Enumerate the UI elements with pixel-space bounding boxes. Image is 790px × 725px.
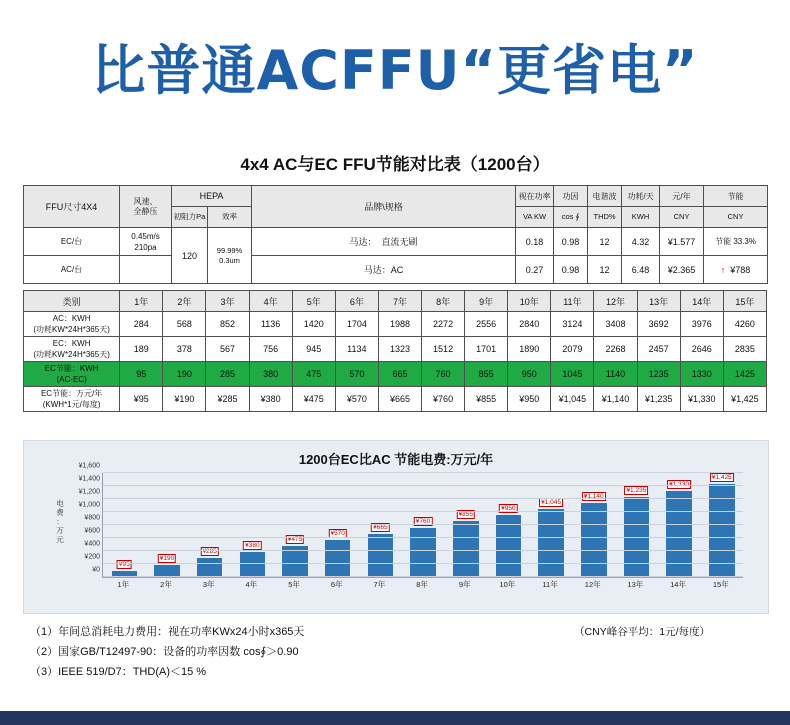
cell-hepa-eff-value: 99.99% 0.3um <box>208 228 252 284</box>
cell-year-7: 7年 <box>378 291 421 312</box>
cell-ec-label: EC/台 <box>24 228 120 256</box>
cell-value: 475 <box>292 362 335 387</box>
cell-ac-power: 6.48 <box>622 256 660 284</box>
cell-yuan-unit: CNY <box>660 207 704 228</box>
chart-bar-group <box>615 473 658 577</box>
cell-value: 568 <box>163 312 206 337</box>
note-line-2: （2）国家GB/T12497‐90：设备的功率因数 cos∮＞0.90 <box>30 646 299 658</box>
chart-data-label: ¥950 <box>501 505 516 513</box>
cell-value: ¥95 <box>120 387 163 412</box>
up-arrow-icon: ↑ <box>720 264 726 275</box>
cell-value: 1704 <box>335 312 378 337</box>
cell-value: 1140 <box>594 362 637 387</box>
cell-value: 95 <box>120 362 163 387</box>
chart-bar-group <box>700 473 743 577</box>
cell-value: 570 <box>335 362 378 387</box>
cell-value: 1235 <box>637 362 680 387</box>
cell-ec-thd: 12 <box>588 228 622 256</box>
chart-data-label: ¥1,235 <box>626 486 647 494</box>
cell-row-label: AC：KWH (功耗KW*24H*365天) <box>24 312 120 337</box>
chart-y-tick: ¥1,600 <box>78 462 100 470</box>
cell-value: 2272 <box>422 312 465 337</box>
cell-row-label: EC节能：KWH (AC-EC) <box>24 362 120 387</box>
note-line-1: （1）年间总消耗电力费用：视在功率KWx24小时x365天 （CNY峰谷平均：1元/每度） <box>30 622 770 642</box>
cell-ac-yuan: ¥2.365 <box>660 256 704 284</box>
chart-x-tick: 8年 <box>416 580 428 589</box>
cell-year-9: 9年 <box>465 291 508 312</box>
cell-year-13: 13年 <box>637 291 680 312</box>
chart-x-tick: 3年 <box>202 580 215 589</box>
cell-wind-blank <box>120 256 172 284</box>
cell-value: 1330 <box>680 362 723 387</box>
chart-x-tick: 4年 <box>245 580 258 589</box>
cell-value: 1420 <box>292 312 335 337</box>
cell-hepa-res: 初阻力Pa <box>172 207 208 228</box>
chart-y-tick: ¥1,400 <box>78 475 100 483</box>
cell-row-label: EC：KWH (功耗KW*24H*365天) <box>24 337 120 362</box>
chart-bar <box>368 523 394 577</box>
chart-title: 1200台EC比AC 节能电费:万元/年 <box>298 452 494 467</box>
cell-apparent-unit: VA KW <box>516 207 554 228</box>
cell-value: 2079 <box>551 337 594 362</box>
chart-data-label: ¥760 <box>415 517 431 525</box>
table-row <box>24 337 767 362</box>
cell-value: ¥380 <box>249 387 292 412</box>
chart-gridline <box>92 566 743 577</box>
chart-data-label: ¥1,140 <box>583 492 604 500</box>
cell-thd-unit: THD% <box>588 207 622 228</box>
chart-bar-group <box>530 473 573 577</box>
chart-x-tick: 11年 <box>542 580 558 589</box>
chart-bar <box>197 548 223 577</box>
cell-value: 950 <box>508 362 551 387</box>
cell-value: 3124 <box>551 312 594 337</box>
chart-x-tick: 13年 <box>627 580 644 589</box>
chart-data-label: ¥380 <box>245 542 260 550</box>
chart-bar-group <box>231 473 274 577</box>
chart-x-tick: 6年 <box>330 580 343 589</box>
cell-value: ¥1,045 <box>551 387 594 412</box>
cell-pf: 功因 <box>554 186 588 207</box>
chart-bar-group <box>402 473 445 577</box>
table-row <box>24 387 767 412</box>
chart-data-label: ¥285 <box>202 548 217 556</box>
chart-bar-group <box>444 473 487 577</box>
chart-x-tick: 14年 <box>670 580 686 589</box>
chart-data-label: ¥665 <box>373 523 388 531</box>
table-row <box>24 186 768 207</box>
cell-value: 2840 <box>508 312 551 337</box>
chart-data-label: ¥1,330 <box>669 480 690 488</box>
cell-ec-brand: 马达： 直流无刷 <box>252 228 516 256</box>
chart-x-tick: 7年 <box>373 580 386 589</box>
cell-ec-apparent: 0.18 <box>516 228 554 256</box>
cell-value: 190 <box>163 362 206 387</box>
cell-value: ¥1,330 <box>680 387 723 412</box>
chart-x-tick: 9年 <box>458 580 471 589</box>
chart-bar <box>325 529 351 577</box>
cell-value: 665 <box>378 362 421 387</box>
cell-hepa-res-value: 120 <box>172 228 208 284</box>
chart-gridline <box>78 462 743 473</box>
chart-data-label: ¥475 <box>287 536 303 544</box>
footer-bar <box>0 711 790 725</box>
cell-value: 1988 <box>378 312 421 337</box>
cell-value: ¥760 <box>422 387 465 412</box>
cell-value: 4260 <box>723 312 766 337</box>
table-caption: 4x4 AC与EC FFU节能对比表（1200台） <box>240 155 550 174</box>
cell-value: ¥1,425 <box>723 387 766 412</box>
table-row-ec <box>24 228 768 256</box>
chart-bar-group <box>359 473 402 577</box>
cell-hepa-eff: 效率 <box>208 207 252 228</box>
note-right: （CNY峰谷平均：1元/每度） <box>574 626 710 638</box>
cell-value: 2268 <box>594 337 637 362</box>
cell-value: ¥1,235 <box>637 387 680 412</box>
comparison-table <box>23 185 768 284</box>
chart-bar <box>666 480 692 577</box>
cell-value: 1890 <box>508 337 551 362</box>
cell-power: 功耗/天 <box>622 186 660 207</box>
chart-bar <box>410 517 436 577</box>
notes-block <box>30 622 770 682</box>
cell-year-6: 6年 <box>335 291 378 312</box>
chart-bar-group <box>103 473 146 577</box>
chart-plot-area <box>78 462 743 578</box>
cell-value: 2457 <box>637 337 680 362</box>
cell-value: 3976 <box>680 312 723 337</box>
cell-year-12: 12年 <box>594 291 637 312</box>
cell-year-4: 4年 <box>249 291 292 312</box>
cell-value: 189 <box>120 337 163 362</box>
cell-yuan: 元/年 <box>660 186 704 207</box>
chart-bar <box>240 542 266 577</box>
cell-save-unit: CNY <box>704 207 768 228</box>
chart-y-tick: ¥200 <box>84 553 100 561</box>
cell-ac-brand: 马达：AC <box>252 256 516 284</box>
chart-data-label: ¥570 <box>330 529 345 537</box>
chart-data-label: ¥1,045 <box>541 499 561 507</box>
cell-brand: 品牌\规格 <box>252 186 516 228</box>
chart-y-tick: ¥1,000 <box>78 501 100 509</box>
chart-x-tick: 10年 <box>499 580 516 589</box>
cell-apparent: 视在功率 <box>516 186 554 207</box>
cell-value: 2556 <box>465 312 508 337</box>
cell-ffu-size: FFU尺寸4X4 <box>24 186 120 228</box>
year-table <box>23 290 767 412</box>
cell-value: 380 <box>249 362 292 387</box>
cell-value: 2646 <box>680 337 723 362</box>
cell-value: ¥855 <box>465 387 508 412</box>
chart-container <box>23 440 769 614</box>
cell-ec-power: 4.32 <box>622 228 660 256</box>
cell-wind-value: 0.45m/s 210pa <box>120 228 172 256</box>
chart-bar-group <box>658 473 701 577</box>
cell-year-10: 10年 <box>508 291 551 312</box>
chart-y-tick: ¥400 <box>84 540 100 548</box>
cell-ac-label: AC/台 <box>24 256 120 284</box>
chart-data-label: ¥95 <box>118 560 130 568</box>
chart-data-label: ¥190 <box>159 554 175 562</box>
chart-bar <box>538 499 564 577</box>
chart-y-tick: ¥0 <box>92 566 100 574</box>
cell-value: 1134 <box>335 337 378 362</box>
chart-bar-group <box>188 473 231 577</box>
cell-category: 类别 <box>24 291 120 312</box>
cell-year-8: 8年 <box>422 291 465 312</box>
cell-value: 756 <box>249 337 292 362</box>
page-title: 比普通ACFFU“更省电” <box>91 39 699 102</box>
chart-x-tick: 12年 <box>584 580 601 589</box>
cell-value: 1425 <box>723 362 766 387</box>
cell-power-unit: KWH <box>622 207 660 228</box>
cell-ac-thd: 12 <box>588 256 622 284</box>
chart-bar-group <box>572 473 615 577</box>
chart-y-axis-label: 电 费 ： 万 元 <box>56 499 64 544</box>
cell-hepa: HEPA <box>172 186 252 207</box>
cell-ec-pf: 0.98 <box>554 228 588 256</box>
cell-value: 1512 <box>422 337 465 362</box>
cell-year-15: 15年 <box>723 291 766 312</box>
chart-bar-group <box>146 473 189 577</box>
cell-value: ¥570 <box>335 387 378 412</box>
cell-value: 852 <box>206 312 249 337</box>
chart-data-label: ¥1,425 <box>711 474 732 482</box>
cell-ac-pf: 0.98 <box>554 256 588 284</box>
table-row-ac <box>24 256 768 284</box>
chart-x-tick: 1年 <box>117 580 130 589</box>
cell-value: 1045 <box>551 362 594 387</box>
cell-value: ¥285 <box>206 387 249 412</box>
cell-year-2: 2年 <box>163 291 206 312</box>
chart-data-label: ¥855 <box>458 511 473 519</box>
cell-ac-apparent: 0.27 <box>516 256 554 284</box>
cell-year-14: 14年 <box>680 291 723 312</box>
cell-value: 3692 <box>637 312 680 337</box>
cell-value: 378 <box>163 337 206 362</box>
cell-value: 945 <box>292 337 335 362</box>
chart-y-tick: ¥800 <box>84 514 100 522</box>
chart-x-tick: 2年 <box>160 580 172 589</box>
cell-value: 284 <box>120 312 163 337</box>
table-header-row <box>24 291 767 312</box>
cell-value: 855 <box>465 362 508 387</box>
cell-ac-save: ↑ ¥788 <box>704 256 768 284</box>
cell-save: 节能 <box>704 186 768 207</box>
cell-value: 3408 <box>594 312 637 337</box>
chart-x-axis <box>102 579 742 590</box>
cell-year-5: 5年 <box>292 291 335 312</box>
chart-bar-group <box>316 473 359 577</box>
cell-value: 1323 <box>378 337 421 362</box>
chart-bar <box>581 492 607 577</box>
cell-wind: 风速、 全静压 <box>120 186 172 228</box>
cell-value: ¥475 <box>292 387 335 412</box>
cell-thd: 电谐波 <box>588 186 622 207</box>
cell-value: ¥665 <box>378 387 421 412</box>
cell-value: 1136 <box>249 312 292 337</box>
cell-ec-yuan: ¥1.577 <box>660 228 704 256</box>
chart-bar-group <box>487 473 530 577</box>
table-row <box>24 362 767 387</box>
chart-x-tick: 5年 <box>288 580 300 589</box>
cell-value: 567 <box>206 337 249 362</box>
cell-value: ¥950 <box>508 387 551 412</box>
cell-value: 285 <box>206 362 249 387</box>
cell-value: 1701 <box>465 337 508 362</box>
cell-ec-save: 节能 33.3% <box>704 228 768 256</box>
cell-value: 2835 <box>723 337 766 362</box>
cell-value: ¥1,140 <box>594 387 637 412</box>
cell-value: 760 <box>422 362 465 387</box>
cell-pf-unit: cos ∮ <box>554 207 588 228</box>
cell-row-label: EC节能：万元/年 (KWH*1元/每度) <box>24 387 120 412</box>
cell-year-1: 1年 <box>120 291 163 312</box>
cell-year-3: 3年 <box>206 291 249 312</box>
chart-y-tick: ¥1,200 <box>78 488 100 496</box>
note-line-3: （3）IEEE 519/D7：THD(A)＜15 % <box>30 666 207 678</box>
table-row <box>24 312 767 337</box>
chart-x-tick: 15年 <box>712 580 729 589</box>
chart-y-tick: ¥600 <box>84 527 100 535</box>
cell-value: ¥190 <box>163 387 206 412</box>
chart-bar-group <box>274 473 317 577</box>
cell-year-11: 11年 <box>551 291 594 312</box>
